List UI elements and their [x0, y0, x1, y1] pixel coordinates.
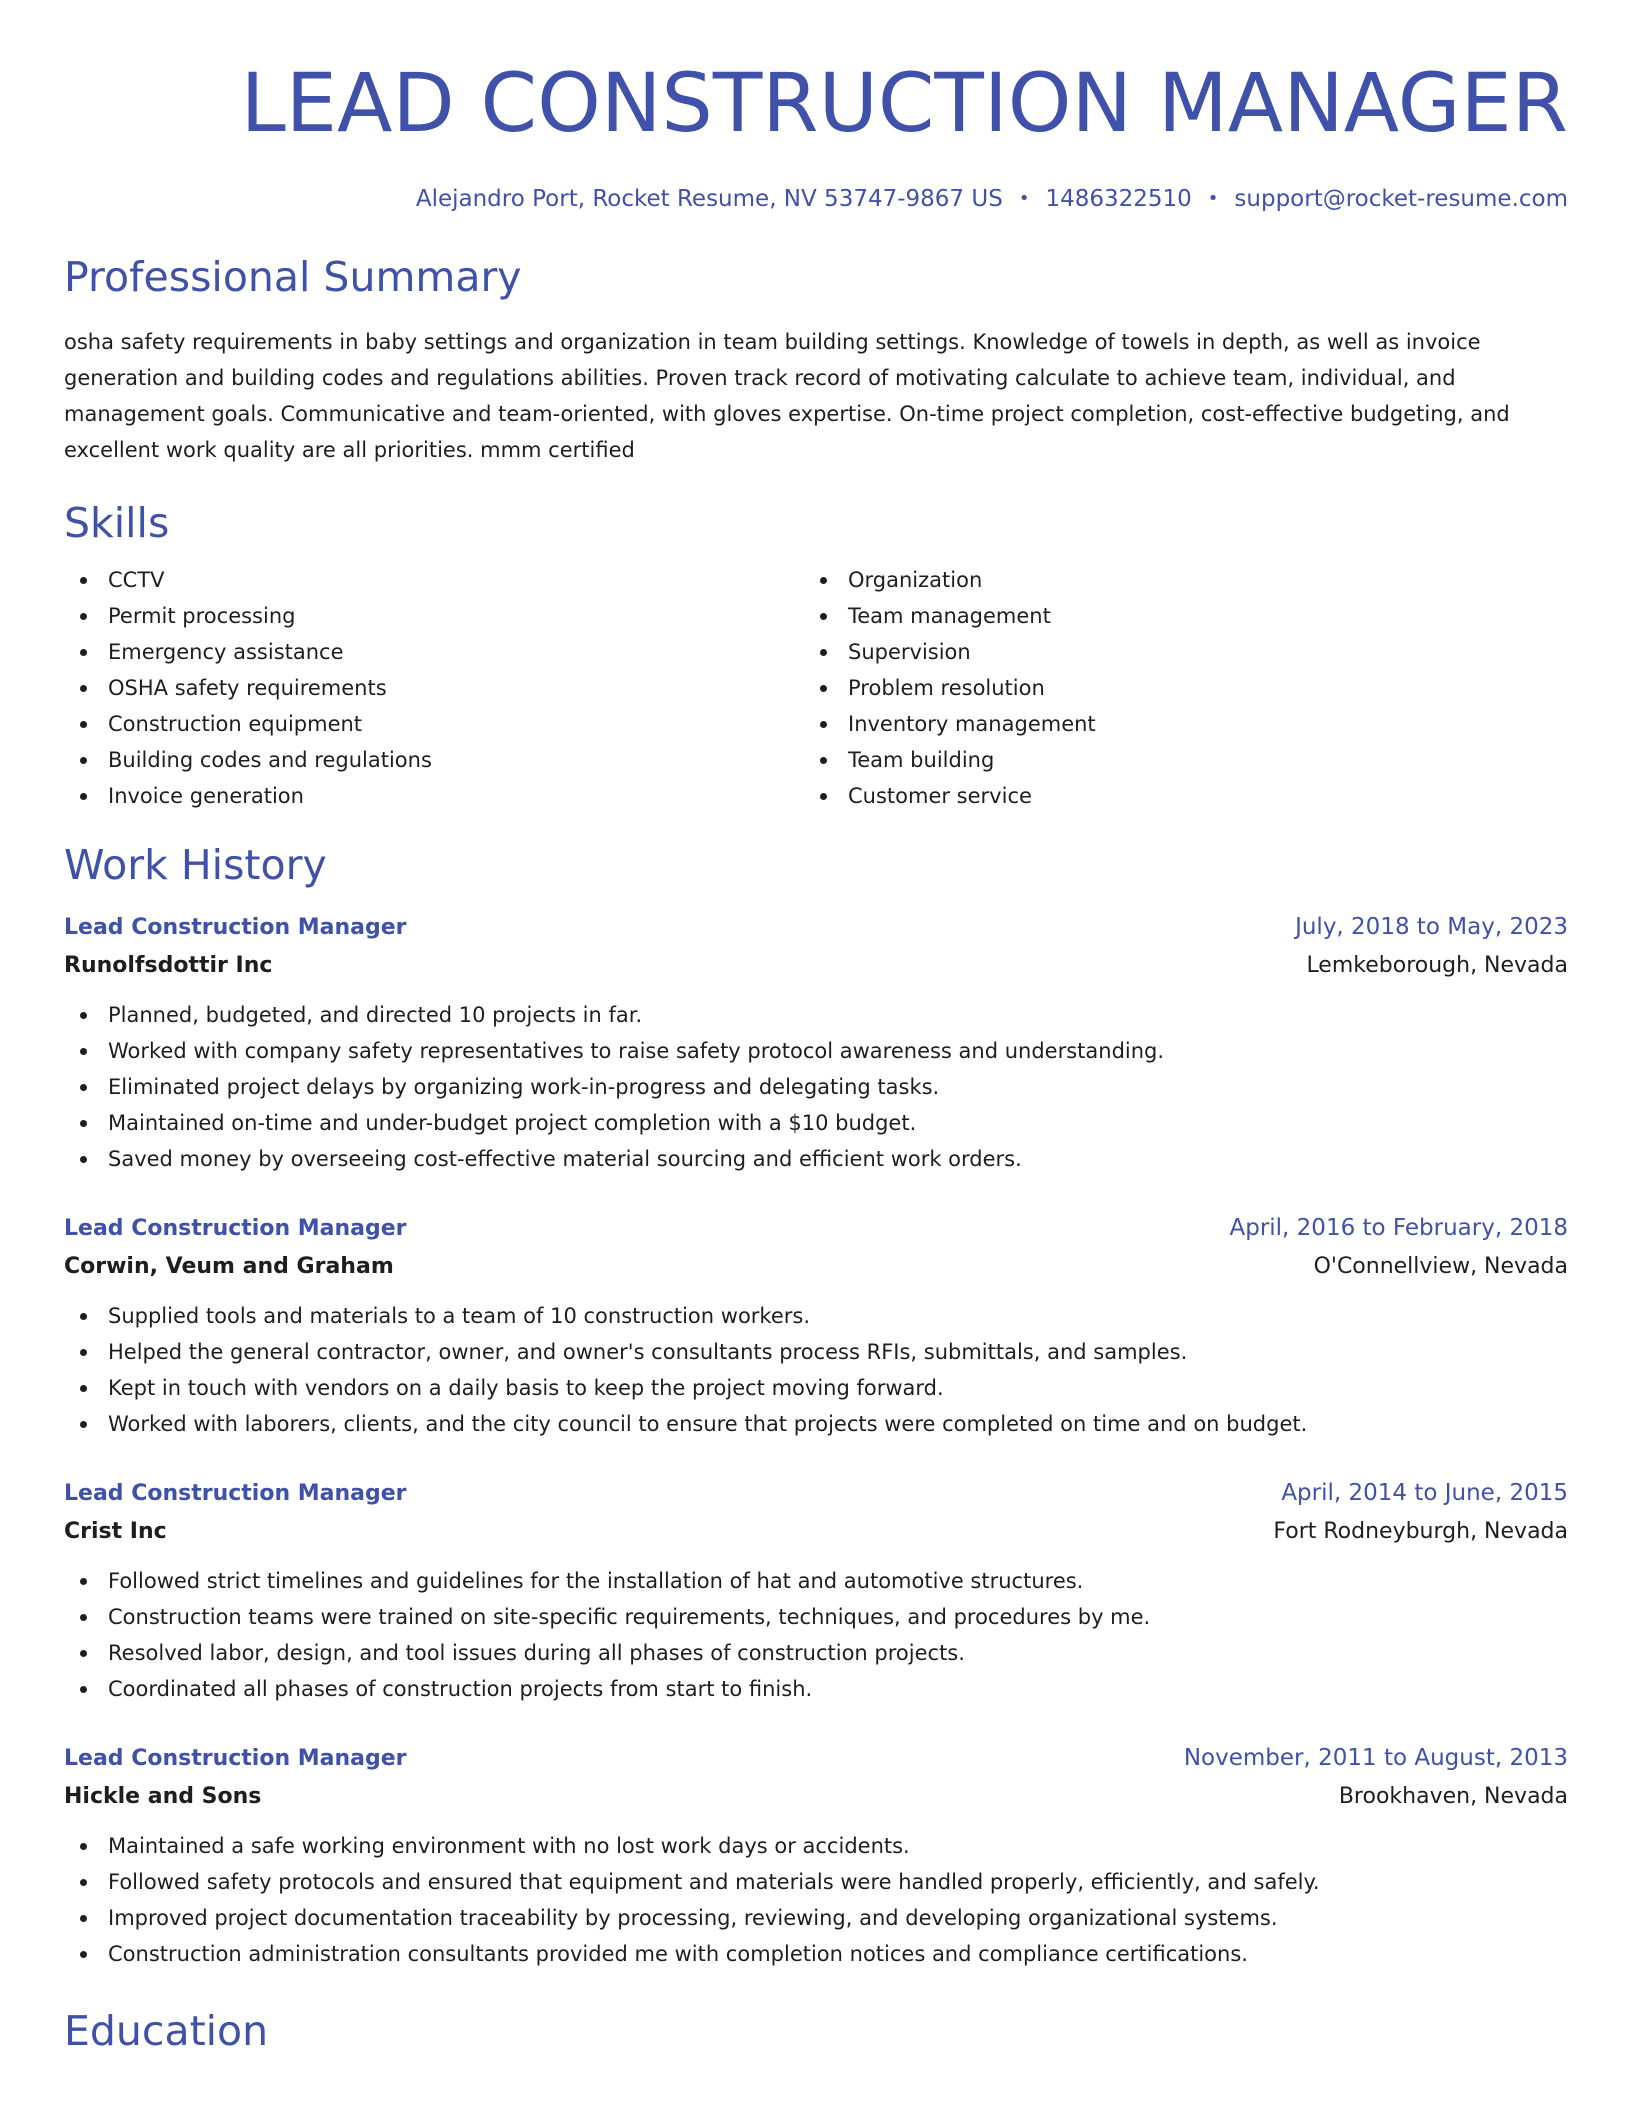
job-bullet: Eliminated project delays by organizing work-in-progress and delegating tasks. — [64, 1069, 1568, 1105]
job-dates: April, 2016 to February, 2018 — [1229, 1215, 1568, 1241]
job-company-row — [64, 947, 1568, 985]
skill-item: CCTV — [64, 562, 804, 598]
job-dates: November, 2011 to August, 2013 — [1183, 1745, 1568, 1771]
job-title: Lead Construction Manager — [64, 915, 407, 940]
job-company-row — [64, 1513, 1568, 1551]
job-title: Lead Construction Manager — [64, 1481, 407, 1506]
job-dates: July, 2018 to May, 2023 — [1295, 914, 1568, 940]
job-entry — [64, 908, 1568, 1177]
skill-item: Construction equipment — [64, 706, 804, 742]
job-bullet: Construction teams were trained on site-specific requirements, techniques, and procedures by me. — [64, 1599, 1568, 1635]
education-heading: Education — [64, 2007, 269, 2055]
contact-email: support@rocket-resume.com — [1234, 186, 1568, 212]
skill-item: Permit processing — [64, 598, 804, 634]
skills-column-left — [64, 562, 804, 814]
skill-item: Team building — [804, 742, 1544, 778]
job-title-row — [64, 908, 1568, 947]
skill-item: Emergency assistance — [64, 634, 804, 670]
job-bullet: Kept in touch with vendors on a daily basis to keep the project moving forward. — [64, 1370, 1568, 1406]
skill-item: Organization — [804, 562, 1544, 598]
job-bullet: Followed safety protocols and ensured that equipment and materials were handled properly, efficiently, and safely. — [64, 1864, 1568, 1900]
job-title: Lead Construction Manager — [64, 1746, 407, 1771]
skill-item: Building codes and regulations — [64, 742, 804, 778]
job-title-row — [64, 1474, 1568, 1513]
job-bullets — [64, 1298, 1568, 1442]
job-bullet: Maintained a safe working environment with no lost work days or accidents. — [64, 1828, 1568, 1864]
skill-item: Supervision — [804, 634, 1544, 670]
job-entry — [64, 1474, 1568, 1707]
skill-item: Customer service — [804, 778, 1544, 814]
job-dates: April, 2014 to June, 2015 — [1281, 1480, 1568, 1506]
job-bullet: Coordinated all phases of construction projects from start to finish. — [64, 1671, 1568, 1707]
job-bullet: Construction administration consultants provided me with completion notices and compliance certifications. — [64, 1936, 1568, 1972]
job-bullet: Helped the general contractor, owner, and owner's consultants process RFIs, submittals, and samples. — [64, 1334, 1568, 1370]
skill-item: Invoice generation — [64, 778, 804, 814]
job-bullet: Followed strict timelines and guidelines for the installation of hat and automotive structures. — [64, 1563, 1568, 1599]
job-location: Lemkeborough, Nevada — [1306, 953, 1568, 978]
contact-phone: 1486322510 — [1045, 186, 1192, 212]
skills-column-right — [804, 562, 1544, 814]
job-bullet: Planned, budgeted, and directed 10 projects in far. — [64, 997, 1568, 1033]
job-bullets — [64, 1563, 1568, 1707]
job-bullets — [64, 1828, 1568, 1972]
skill-item: OSHA safety requirements — [64, 670, 804, 706]
job-entry — [64, 1209, 1568, 1442]
job-entry — [64, 1739, 1568, 1972]
contact-address: Alejandro Port, Rocket Resume, NV 53747-9867 US — [415, 186, 1003, 212]
job-bullet: Maintained on-time and under-budget project completion with a $10 budget. — [64, 1105, 1568, 1141]
contact-separator: • — [1207, 188, 1219, 209]
skill-item: Problem resolution — [804, 670, 1544, 706]
job-company: Corwin, Veum and Graham — [64, 1254, 394, 1279]
job-bullet: Saved money by overseeing cost-effective material sourcing and efficient work orders. — [64, 1141, 1568, 1177]
job-bullet: Resolved labor, design, and tool issues during all phases of construction projects. — [64, 1635, 1568, 1671]
job-company-row — [64, 1248, 1568, 1286]
skill-item: Team management — [804, 598, 1544, 634]
job-location: Brookhaven, Nevada — [1338, 1784, 1568, 1809]
job-location: O'Connellview, Nevada — [1313, 1254, 1568, 1279]
job-location: Fort Rodneyburgh, Nevada — [1273, 1519, 1568, 1544]
contact-separator: • — [1018, 188, 1030, 209]
skills-list — [64, 562, 1568, 814]
job-bullets — [64, 997, 1568, 1177]
skills-heading: Skills — [64, 499, 170, 547]
job-title: Lead Construction Manager — [64, 1216, 407, 1241]
summary-text: osha safety requirements in baby settings and organization in team building settings. Knowledge of towels in depth, as well as invoice generation and building codes and regulations abilities. Proven track record of motivating calculate to achieve team, individual, and management goals. Communicative and team-oriented, with gloves expertise. On-time project completion, cost-effective budgeting, and excellent work quality are all priorities. mmm certified — [64, 330, 1510, 462]
job-title-row — [64, 1209, 1568, 1248]
summary-heading: Professional Summary — [64, 253, 522, 301]
job-company-row — [64, 1778, 1568, 1816]
job-bullet: Supplied tools and materials to a team of 10 construction workers. — [64, 1298, 1568, 1334]
job-company: Hickle and Sons — [64, 1784, 262, 1809]
job-company: Crist Inc — [64, 1519, 167, 1544]
work-history-heading: Work History — [64, 841, 327, 889]
job-bullet: Improved project documentation traceability by processing, reviewing, and developing organizational systems. — [64, 1900, 1568, 1936]
job-bullet: Worked with company safety representatives to raise safety protocol awareness and understanding. — [64, 1033, 1568, 1069]
job-bullet: Worked with laborers, clients, and the city council to ensure that projects were completed on time and on budget. — [64, 1406, 1568, 1442]
job-company: Runolfsdottir Inc — [64, 953, 273, 978]
job-title-row — [64, 1739, 1568, 1778]
resume-header — [64, 56, 1568, 212]
skill-item: Inventory management — [804, 706, 1544, 742]
contact-line — [64, 186, 1568, 212]
candidate-name: LEAD CONSTRUCTION MANAGER — [240, 57, 1568, 151]
